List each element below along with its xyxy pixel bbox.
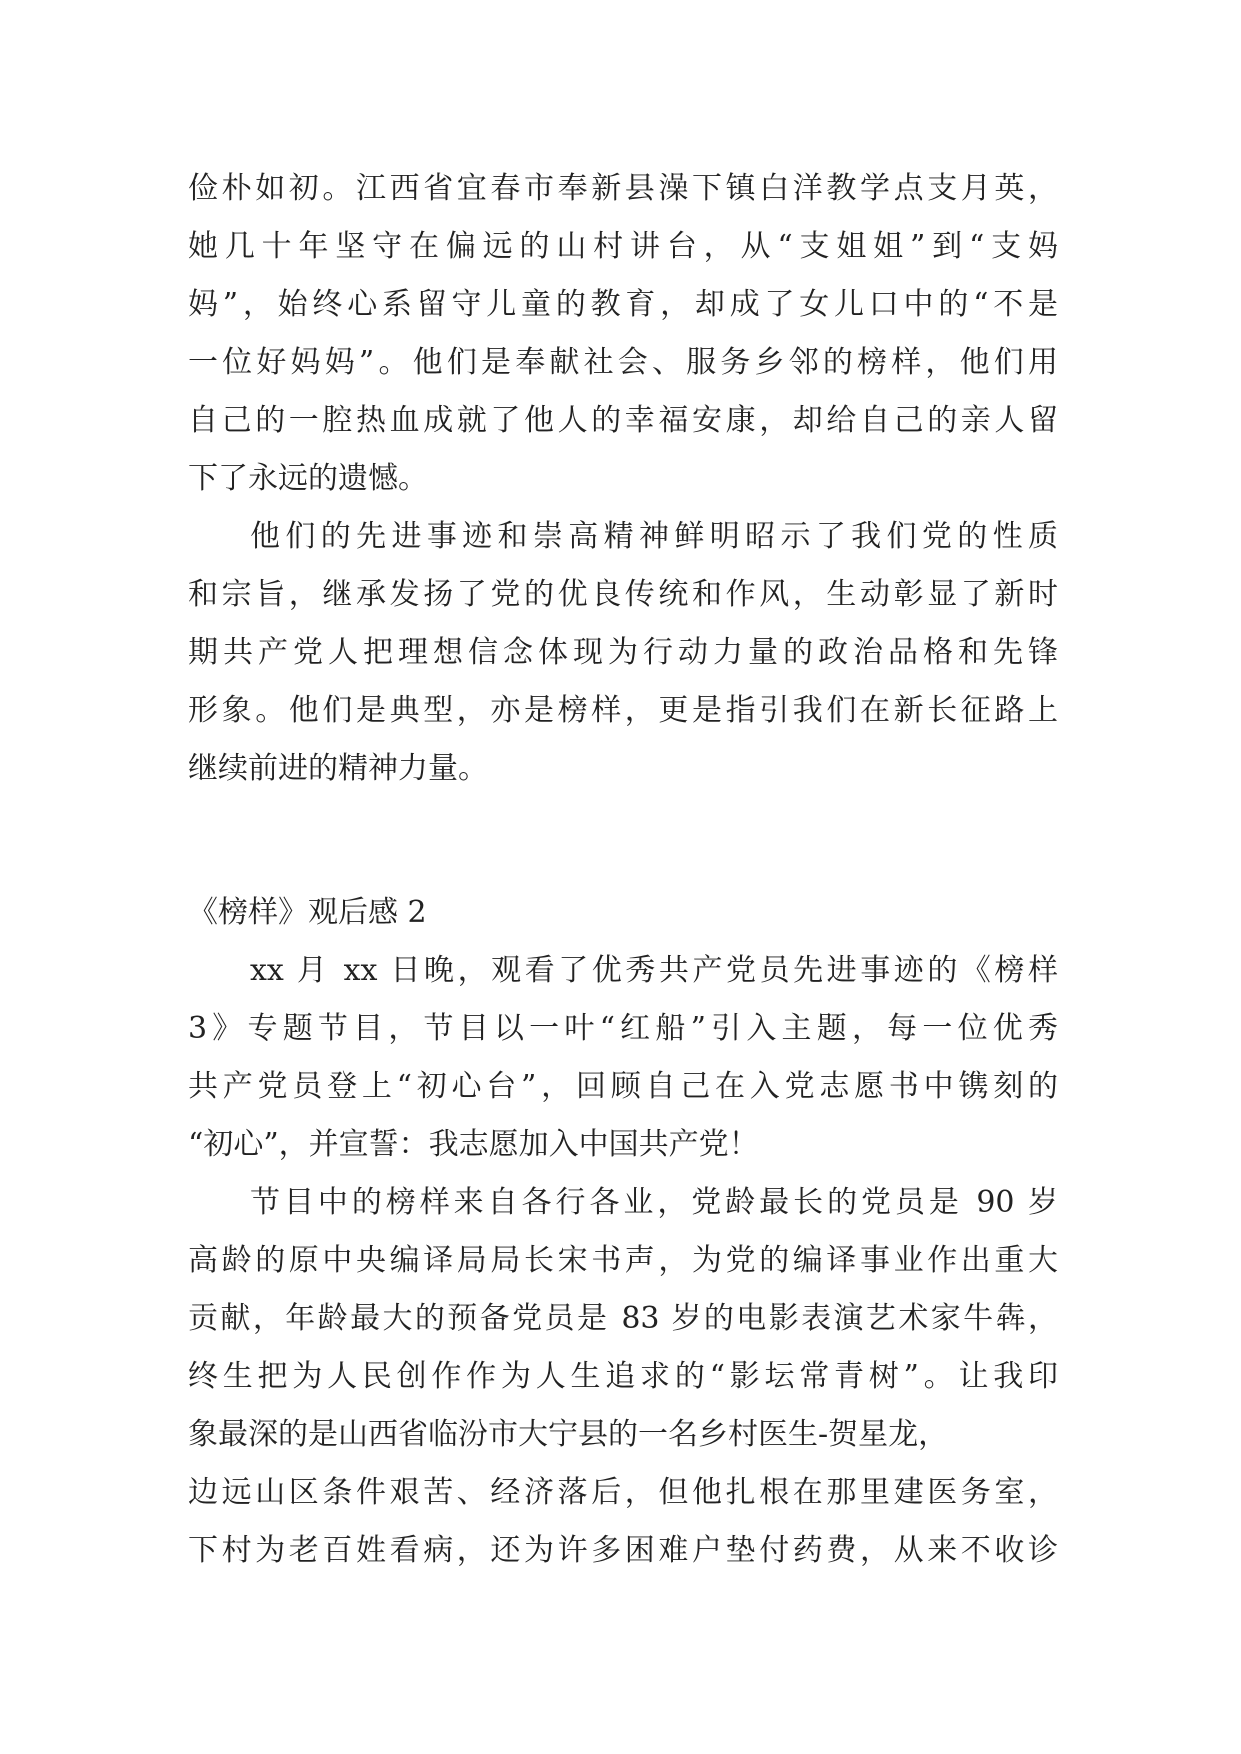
text-line: 自己的一腔热血成就了他人的幸福安康，却给自己的亲人留	[188, 403, 1058, 438]
text-line: 一位好妈妈”。他们是奉献社会、服务乡邻的榜样，他们用	[188, 345, 1058, 380]
text-line: xx 月 xx 日晚，观看了优秀共产党员先进事迹的《榜样	[250, 953, 1058, 988]
text-line: 边远山区条件艰苦、经济落后，但他扎根在那里建医务室，	[188, 1475, 1058, 1510]
section-title: 《榜样》观后感 2	[188, 895, 427, 930]
text-line: 贡献，年龄最大的预备党员是 83 岁的电影表演艺术家牛犇，	[188, 1301, 1058, 1336]
document-body	[188, 160, 1058, 1580]
text-line: 终生把为人民创作作为人生追求的“影坛常青树”。让我印	[188, 1359, 1058, 1394]
text-line: 下了永远的遗憾。	[188, 461, 428, 496]
text-line: 期共产党人把理想信念体现为行动力量的政治品格和先锋	[188, 635, 1058, 670]
text-line: 妈”，始终心系留守儿童的教育，却成了女儿口中的“不是	[188, 287, 1058, 322]
text-line: 3》专题节目，节目以一叶“红船”引入主题，每一位优秀	[188, 1011, 1058, 1046]
paragraph-1	[188, 160, 1058, 508]
text-line: 她几十年坚守在偏远的山村讲台，从“支姐姐”到“支妈	[188, 229, 1058, 264]
text-line: 节目中的榜样来自各行各业，党龄最长的党员是 90 岁	[250, 1185, 1058, 1220]
text-line: 共产党员登上“初心台”，回顾自己在入党志愿书中镌刻的	[188, 1069, 1058, 1104]
text-line: 俭朴如初。江西省宜春市奉新县澡下镇白洋教学点支月英，	[188, 171, 1058, 206]
text-line: 下村为老百姓看病，还为许多困难户垫付药费，从来不收诊	[188, 1533, 1058, 1568]
text-line: 他们的先进事迹和崇高精神鲜明昭示了我们党的性质	[250, 519, 1058, 554]
section-paragraph-2	[188, 1174, 1058, 1580]
text-line: 高龄的原中央编译局局长宋书声，为党的编译事业作出重大	[188, 1243, 1058, 1278]
text-line: 和宗旨，继承发扬了党的优良传统和作风，生动彰显了新时	[188, 577, 1058, 612]
paragraph-2	[188, 508, 1058, 798]
text-line: 形象。他们是典型，亦是榜样，更是指引我们在新长征路上	[188, 693, 1058, 728]
text-line: 继续前进的精神力量。	[188, 751, 488, 786]
text-line: 象最深的是山西省临汾市大宁县的一名乡村医生-贺星龙，	[188, 1417, 949, 1452]
section-paragraph-1	[188, 942, 1058, 1174]
text-line: “初心”，并宣誓：我志愿加入中国共产党！	[188, 1127, 759, 1162]
